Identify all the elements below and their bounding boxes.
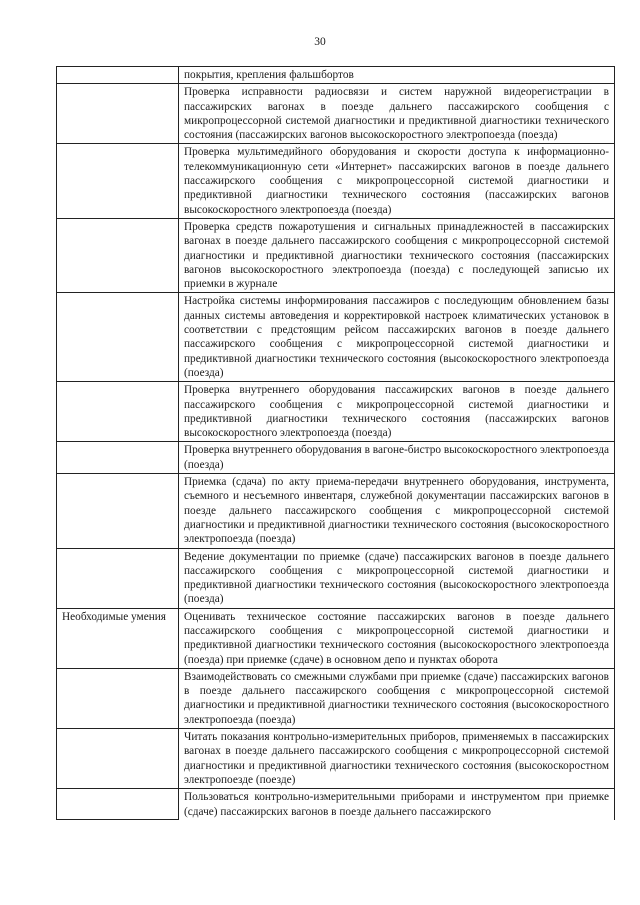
table-row [57, 474, 615, 548]
section-label-continuation [57, 668, 179, 728]
section-label-continuation [57, 789, 179, 820]
page-number: 30 [314, 36, 326, 48]
section-label-continuation [57, 729, 179, 789]
table-row [57, 84, 615, 144]
section-label-continuation [57, 84, 179, 144]
table-cell: Проверка внутреннего оборудования пассажирских вагонов в поезде дальнего пассажирского сообщения с микропроцессорной системой диагностики и предиктивной диагностики технического состояния (пассажирских вагонов высокоскоростного электропоезда (поезда) [179, 382, 615, 442]
section-label-empty [57, 67, 179, 84]
section-label-continuation [57, 144, 179, 218]
section-label-continuation [57, 442, 179, 474]
table-row [57, 382, 615, 442]
table-row [57, 668, 615, 728]
table-cell: Оценивать техническое состояние пассажирских вагонов в поезде дальнего пассажирского сообщения с микропроцессорной системой диагностики и предиктивной диагностики технического состояния (высокоскоростного электропоезда (поезда) при приемке (сдаче) в основном депо и пунктах оборота [179, 608, 615, 668]
table-row [57, 293, 615, 382]
section-label-continuation [57, 474, 179, 548]
table-cell: Взаимодействовать со смежными службами при приемке (сдаче) пассажирских вагонов в поезде дальнего пассажирского сообщения с микропроцессорной системой диагностики и предиктивной диагностики технического состояния (высокоскоростного электропоезда (поезда) [179, 668, 615, 728]
section-label-continuation [57, 293, 179, 382]
table-cell: покрытия, крепления фальшбортов [179, 67, 615, 84]
table-row [57, 144, 615, 218]
table-row [57, 218, 615, 292]
table-row [57, 548, 615, 608]
section-label-continuation [57, 382, 179, 442]
table-row [57, 789, 615, 820]
table-row [57, 442, 615, 474]
table-cell: Пользоваться контрольно-измерительными приборами и инструментом при приемке (сдаче) пассажирских вагонов в поезде дальнего пассажирского [179, 789, 615, 820]
table-row [57, 608, 615, 668]
table-cell: Проверка средств пожаротушения и сигнальных принадлежностей в пассажирских вагонах в поезде дальнего пассажирского сообщения с микропроцессорной системой диагностики и предиктивной диагностики технического состояния (пассажирских вагонов высокоскоростного электропоезда (поезда) с последующей записью их приемки в журнале [179, 218, 615, 292]
table-cell: Настройка системы информирования пассажиров с последующим обновлением базы данных системы автоведения и корректировкой настроек климатических установок в соответствии с предстоящим рейсом пассажирских вагонов в поезде дальнего пассажирского сообщения с микропроцессорной системой диагностики и предиктивной диагностики технического состояния (высокоскоростного электропоезда (поезда) [179, 293, 615, 382]
section-label-continuation [57, 548, 179, 608]
table-cell: Проверка внутреннего оборудования в вагоне-бистро высокоскоростного электропоезда (поезда) [179, 442, 615, 474]
table-row [57, 67, 615, 84]
table-cell: Читать показания контрольно-измерительных приборов, применяемых в пассажирских вагонах в поезде дальнего пассажирского сообщения с микропроцессорной системой диагностики и предиктивной диагностики технического состояния (высокоскоростном электропоезде (поезде) [179, 729, 615, 789]
table-cell: Приемка (сдача) по акту приема-передачи внутреннего оборудования, инструмента, съемного и несъемного инвентаря, служебной документации пассажирских вагонов в поезде дальнего пассажирского сообщения с микропроцессорной системой диагностики и предиктивной диагностики технического состояния (высокоскоростного электропоезда (поезда) [179, 474, 615, 548]
requirements-table [56, 66, 615, 820]
table-cell: Ведение документации по приемке (сдаче) пассажирских вагонов в поезде дальнего пассажирского сообщения с микропроцессорной системой диагностики и предиктивной диагностики технического состояния (высокоскоростного электропоезда (поезда) [179, 548, 615, 608]
section-label-skills: Необходимые умения [57, 608, 179, 668]
table-cell: Проверка исправности радиосвязи и систем наружной видеорегистрации в пассажирских вагонах в поезде дальнего пассажирского сообщения с микропроцессорной системой диагностики и предиктивной диагностики технического состояния (пассажирских вагонов высокоскоростного электропоезда (поезда) [179, 84, 615, 144]
table-row [57, 729, 615, 789]
section-label-continuation [57, 218, 179, 292]
table-cell: Проверка мультимедийного оборудования и скорости доступа к информационно-телекоммуникационную сети «Интернет» пассажирских вагонов в поезде дальнего пассажирского сообщения с микропроцессорной системой диагностики и предиктивной диагностики технического состояния (пассажирских вагонов высокоскоростного электропоезда (поезда) [179, 144, 615, 218]
